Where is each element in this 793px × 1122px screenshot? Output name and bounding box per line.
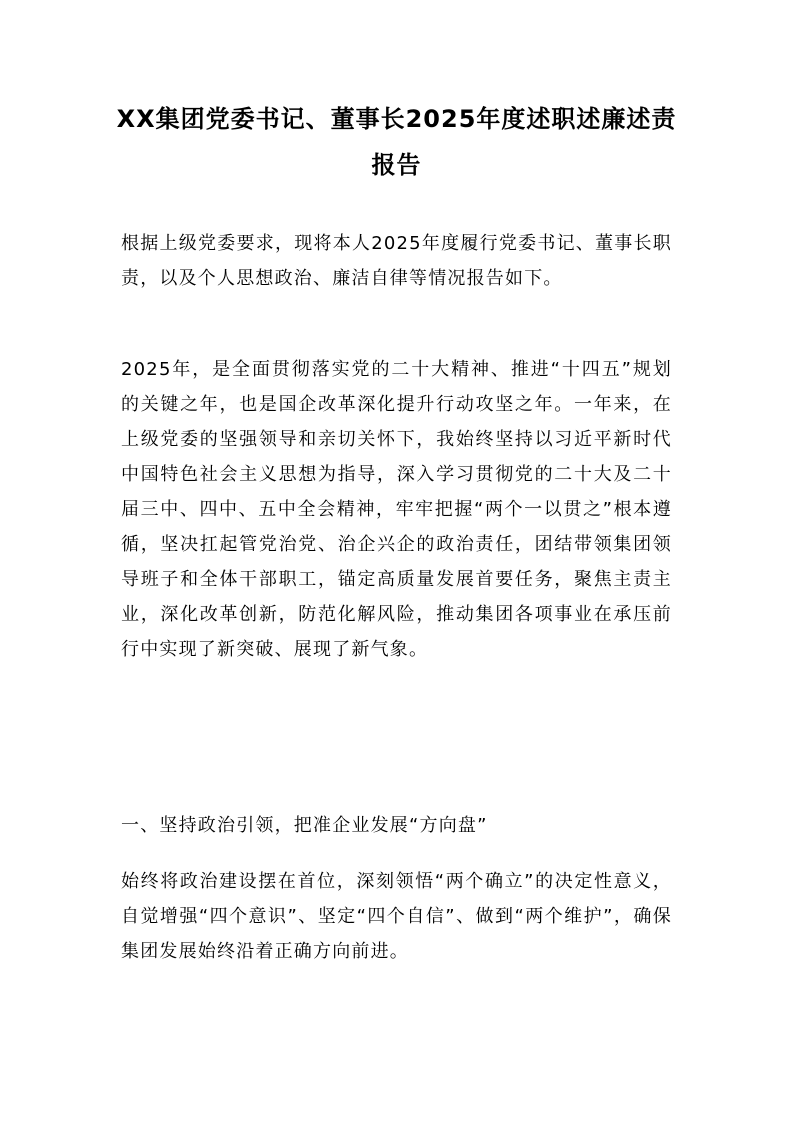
- overview-paragraph: 2025年，是全面贯彻落实党的二十大精神、推进“十四五”规划的关键之年，也是国企改革深化提升行动攻坚之年。一年来，在上级党委的坚强领导和亲切关怀下，我始终坚持以习近平新时代中国特色社会主义思想为指导，深入学习贯彻党的二十大及二十届三中、四中、五中全会精神，牢牢把握“两个一以贯之”根本遵循，坚决扛起管党治党、治企兴企的政治责任，团结带领集团领导班子和全体干部职工，锚定高质量发展首要任务，聚焦主责主业，深化改革创新，防范化解风险，推动集团各项事业在承压前行中实现了新突破、展现了新气象。: [121, 359, 672, 660]
- section-1-paragraph: 始终将政治建设摆在首位，深刻领悟“两个确立”的决定性意义，自觉增强“四个意识”、坚定“四个自信”、做到“两个维护”，确保集团发展始终沿着正确方向前进。: [121, 871, 672, 962]
- section-heading-1: 一、坚持政治引领，把准企业发展“方向盘”: [121, 815, 488, 836]
- intro-paragraph: 根据上级党委要求，现将本人2025年度履行党委书记、董事长职责，以及个人思想政治、廉洁自律等情况报告如下。: [121, 233, 672, 289]
- document-title: XX集团党委书记、董事长2025年度述职述廉述责报告: [116, 105, 677, 179]
